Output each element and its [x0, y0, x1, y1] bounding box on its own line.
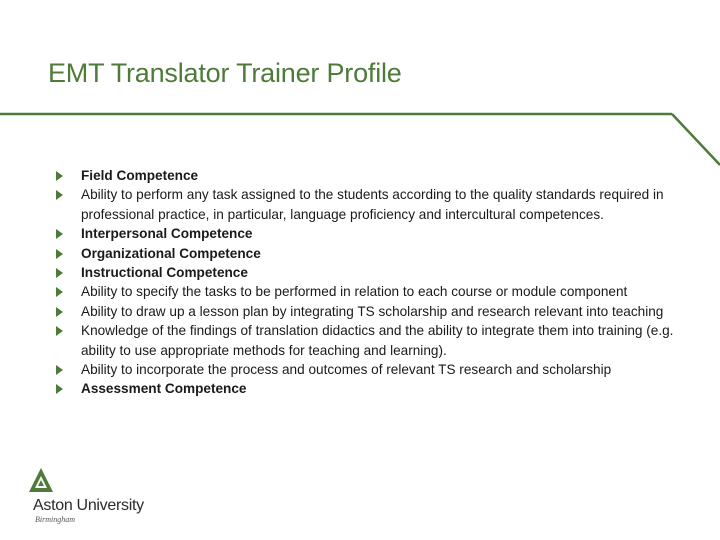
- bullet-triangle-icon: [56, 384, 63, 394]
- bullet-item: [56, 321, 676, 360]
- bullet-text: Ability to incorporate the process and outcomes of relevant TS research and scholarship: [81, 362, 612, 378]
- bullet-text: Ability to perform any task assigned to the students according to the quality standards required in professional practice, in particular, language proficiency and intercultural competences.: [81, 187, 664, 222]
- bullet-item: [56, 185, 676, 224]
- bullet-text: Instructional Competence: [81, 265, 248, 281]
- bullet-list: [56, 166, 676, 399]
- bullet-item: [56, 282, 676, 301]
- slide-title: EMT Translator Trainer Profile: [48, 58, 402, 88]
- bullet-triangle-icon: [56, 229, 63, 239]
- bullet-text: Ability to draw up a lesson plan by integrating TS scholarship and research relevant into teaching: [81, 303, 664, 319]
- bullet-triangle-icon: [56, 365, 63, 375]
- bullet-item: [56, 244, 676, 263]
- bullet-triangle-icon: [56, 249, 63, 259]
- bullet-item: [56, 263, 676, 282]
- bullet-item: [56, 302, 676, 321]
- bullet-text: Organizational Competence: [81, 245, 261, 261]
- logo-subtitle: Birmingham: [35, 515, 75, 524]
- bullet-triangle-icon: [56, 287, 63, 297]
- bullet-text: Ability to specify the tasks to be performed in relation to each course or module component: [81, 284, 628, 300]
- bullet-text: Field Competence: [81, 168, 199, 183]
- bullet-triangle-icon: [56, 268, 63, 278]
- bullet-item: [56, 166, 676, 185]
- bullet-triangle-icon: [56, 307, 63, 317]
- logo-name: Aston University: [33, 497, 144, 514]
- bullet-text: Interpersonal Competence: [81, 226, 253, 242]
- bullet-triangle-icon: [56, 171, 63, 181]
- bullet-text: Knowledge of the findings of translation didactics and the ability to integrate them into training (e.g. ability to use appropriate methods for teaching and learning).: [81, 323, 674, 358]
- logo-triangle-icon: [29, 468, 53, 492]
- bullet-text: Assessment Competence: [81, 381, 247, 397]
- bullet-triangle-icon: [56, 326, 63, 336]
- bullet-triangle-icon: [56, 190, 63, 200]
- bullet-item: [56, 224, 676, 243]
- bullet-item: [56, 360, 676, 379]
- bullet-item: [56, 379, 676, 398]
